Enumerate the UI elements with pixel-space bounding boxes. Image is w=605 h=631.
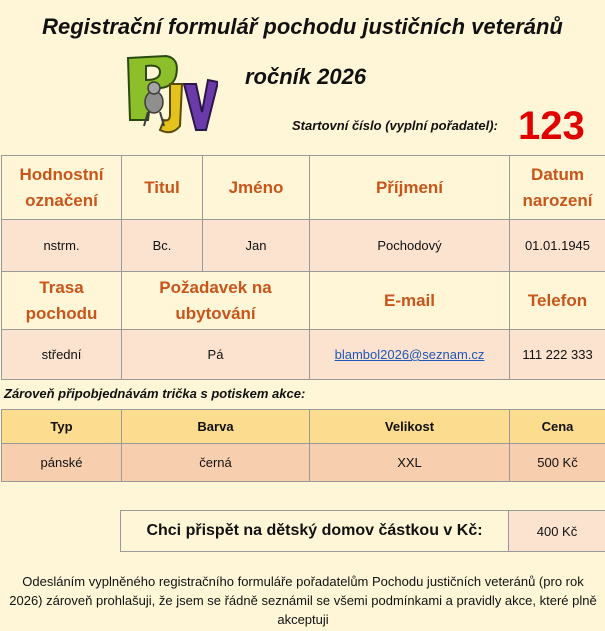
header-type: Typ	[2, 410, 122, 444]
header-first-name: Jméno	[203, 156, 310, 220]
rank-value[interactable]: nstrm.	[2, 220, 122, 272]
donation-table	[120, 510, 605, 552]
birth-date-value[interactable]: 01.01.1945	[510, 220, 605, 272]
header-email: E-mail	[310, 272, 510, 330]
email-link[interactable]: blambol2026@seznam.cz	[334, 347, 485, 362]
footer-declaration: Odesláním vyplněného registračního formuláře pořadatelům Pochodu justičních veteránů (pro rok 2026) zároveň prohlašuji, že jsem se řádně seznámil se všemi podmínkami a pravidly akce, které plně akceptuji	[9, 574, 597, 627]
start-number: 123	[518, 104, 585, 148]
shirt-color-value[interactable]: černá	[122, 444, 310, 482]
header-price: Cena	[510, 410, 605, 444]
header-title: Titul	[122, 156, 203, 220]
donation-amount[interactable]: 400 Kč	[509, 511, 605, 552]
start-number-label: Startovní číslo (vyplní pořadatel):	[292, 118, 498, 133]
accommodation-value[interactable]: Pá	[122, 330, 310, 380]
shirts-table	[1, 409, 605, 482]
header-color: Barva	[122, 410, 310, 444]
first-name-value[interactable]: Jan	[203, 220, 310, 272]
shirts-header-row	[2, 410, 605, 444]
form-subtitle: ročník 2026	[245, 64, 367, 89]
header-phone: Telefon	[510, 272, 605, 330]
shirt-size-value[interactable]: XXL	[310, 444, 510, 482]
header-birth-date: Datum narození	[510, 156, 605, 220]
contact-table	[1, 271, 605, 380]
header-size: Velikost	[310, 410, 510, 444]
pjv-logo-icon	[118, 50, 218, 136]
shirts-value-row	[2, 444, 605, 482]
donation-label: Chci přispět na dětský domov částkou v Kč:	[121, 511, 509, 552]
header-route: Trasa pochodu	[2, 272, 122, 330]
shirt-type-value[interactable]: pánské	[2, 444, 122, 482]
personal-value-row	[2, 220, 605, 272]
shirt-price-value[interactable]: 500 Kč	[510, 444, 605, 482]
header-accommodation: Požadavek na ubytování	[122, 272, 310, 330]
contact-value-row	[2, 330, 605, 380]
personal-header-row	[2, 156, 605, 220]
personal-table	[1, 155, 605, 272]
header-rank: Hodnostní označení	[2, 156, 122, 220]
contact-header-row	[2, 272, 605, 330]
form-title: Registrační formulář pochodu justičních veteránů	[42, 14, 563, 39]
last-name-value[interactable]: Pochodový	[310, 220, 510, 272]
phone-value[interactable]: 111 222 333	[510, 330, 605, 380]
shirts-note: Zároveň připobjednávám trička s potiskem akce:	[4, 386, 306, 401]
title-value[interactable]: Bc.	[122, 220, 203, 272]
route-value[interactable]: střední	[2, 330, 122, 380]
email-cell	[310, 330, 510, 380]
header-last-name: Příjmení	[310, 156, 510, 220]
